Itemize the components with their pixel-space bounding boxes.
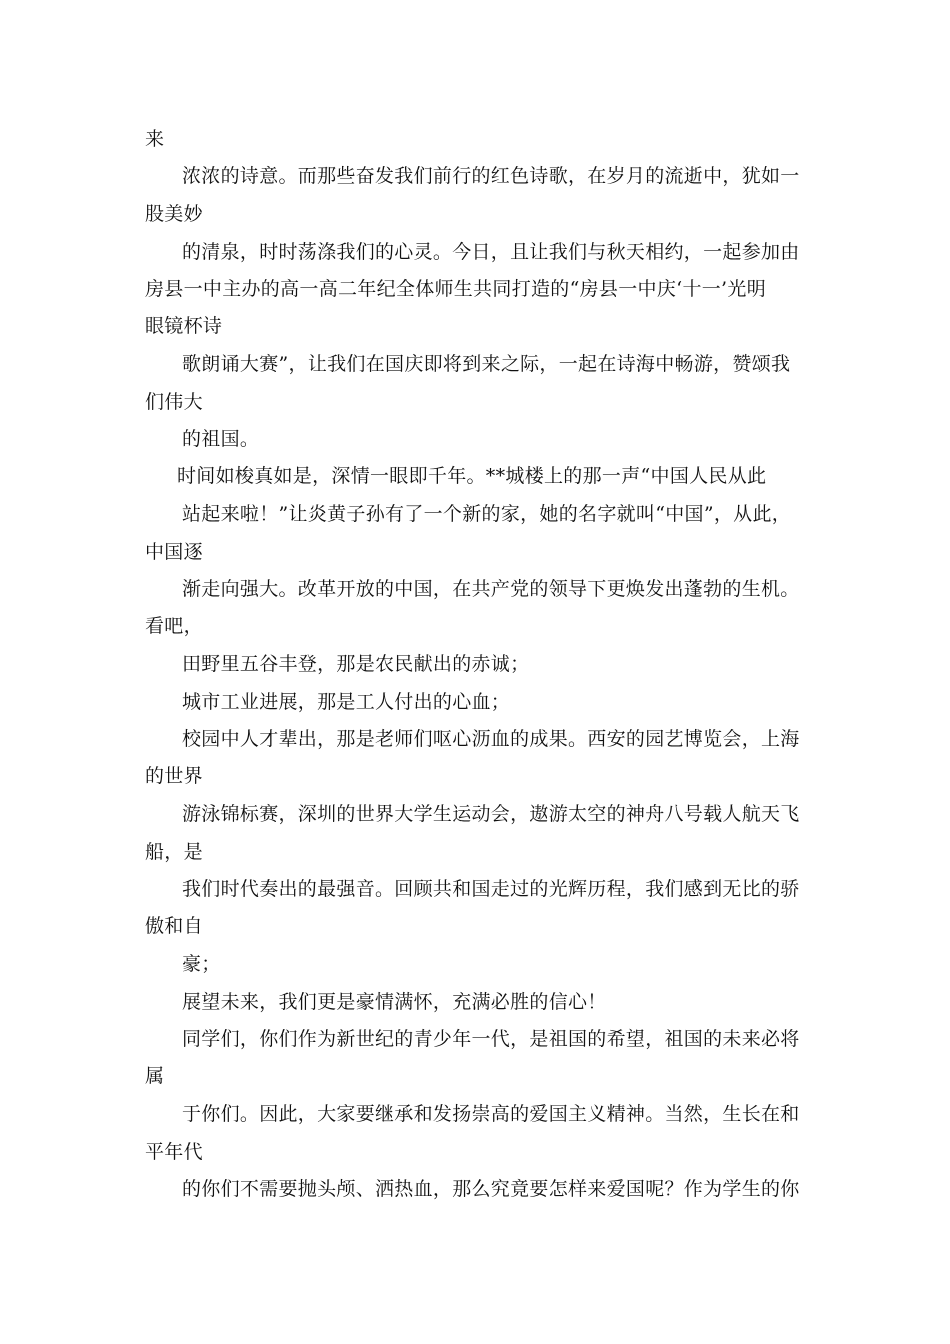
- text-line: 船，是: [145, 841, 203, 863]
- text-line: 于你们。因此，大家要继承和发扬崇高的爱国主义精神。当然，生长在和: [182, 1103, 800, 1125]
- text-line: 歌朗诵大赛”，让我们在国庆即将到来之际，一起在诗海中畅游，赞颂我: [182, 353, 791, 375]
- text-line: 展望未来，我们更是豪情满怀，充满必胜的信心！: [182, 991, 607, 1013]
- text-line: 田野里五谷丰登，那是农民献出的赤诚；: [182, 653, 530, 675]
- text-line: 傲和自: [145, 915, 203, 937]
- text-line: 渐走向强大。改革开放的中国，在共产党的领导下更焕发出蓬勃的生机。: [182, 578, 800, 600]
- text-line: 房县一中主办的高一高二年纪全体师生共同打造的“房县一中庆‘十一’光明: [145, 278, 766, 300]
- text-line: 的世界: [145, 765, 203, 787]
- text-line: 同学们，你们作为新世纪的青少年一代，是祖国的希望，祖国的未来必将: [182, 1028, 800, 1050]
- text-line: 校园中人才辈出，那是老师们呕心沥血的成果。西安的园艺博览会，上海: [182, 728, 800, 750]
- text-line: 站起来啦！”让炎黄子孙有了一个新的家，她的名字就叫“中国”，从此，: [182, 503, 792, 525]
- text-line: 平年代: [145, 1141, 203, 1163]
- text-line: 来: [145, 128, 165, 150]
- text-line: 中国逐: [145, 541, 203, 563]
- text-line: 我们时代奏出的最强音。回顾共和国走过的光辉历程，我们感到无比的骄: [182, 878, 800, 900]
- text-line: 时间如梭真如是，深情一眼即千年。**城楼上的那一声“中国人民从此: [177, 465, 767, 487]
- text-line: 们伟大: [145, 391, 203, 413]
- text-line: 看吧，: [145, 615, 203, 637]
- text-line: 的祖国。: [182, 428, 260, 450]
- text-line: 属: [145, 1065, 165, 1087]
- text-line: 的清泉，时时荡涤我们的心灵。今日，且让我们与秋天相约，一起参加由: [182, 241, 800, 263]
- text-line: 股美妙: [145, 203, 203, 225]
- text-line: 游泳锦标赛，深圳的世界大学生运动会，遨游太空的神舟八号载人航天飞: [182, 803, 800, 825]
- text-line: 眼镜杯诗: [145, 315, 223, 337]
- text-line: 浓浓的诗意。而那些奋发我们前行的红色诗歌，在岁月的流逝中，犹如一: [182, 165, 800, 187]
- text-line: 豪；: [182, 953, 221, 975]
- text-line: 的你们不需要抛头颅、洒热血，那么究竟要怎样来爱国呢？作为学生的你: [182, 1178, 800, 1200]
- text-line: 城市工业进展，那是工人付出的心血；: [182, 691, 511, 713]
